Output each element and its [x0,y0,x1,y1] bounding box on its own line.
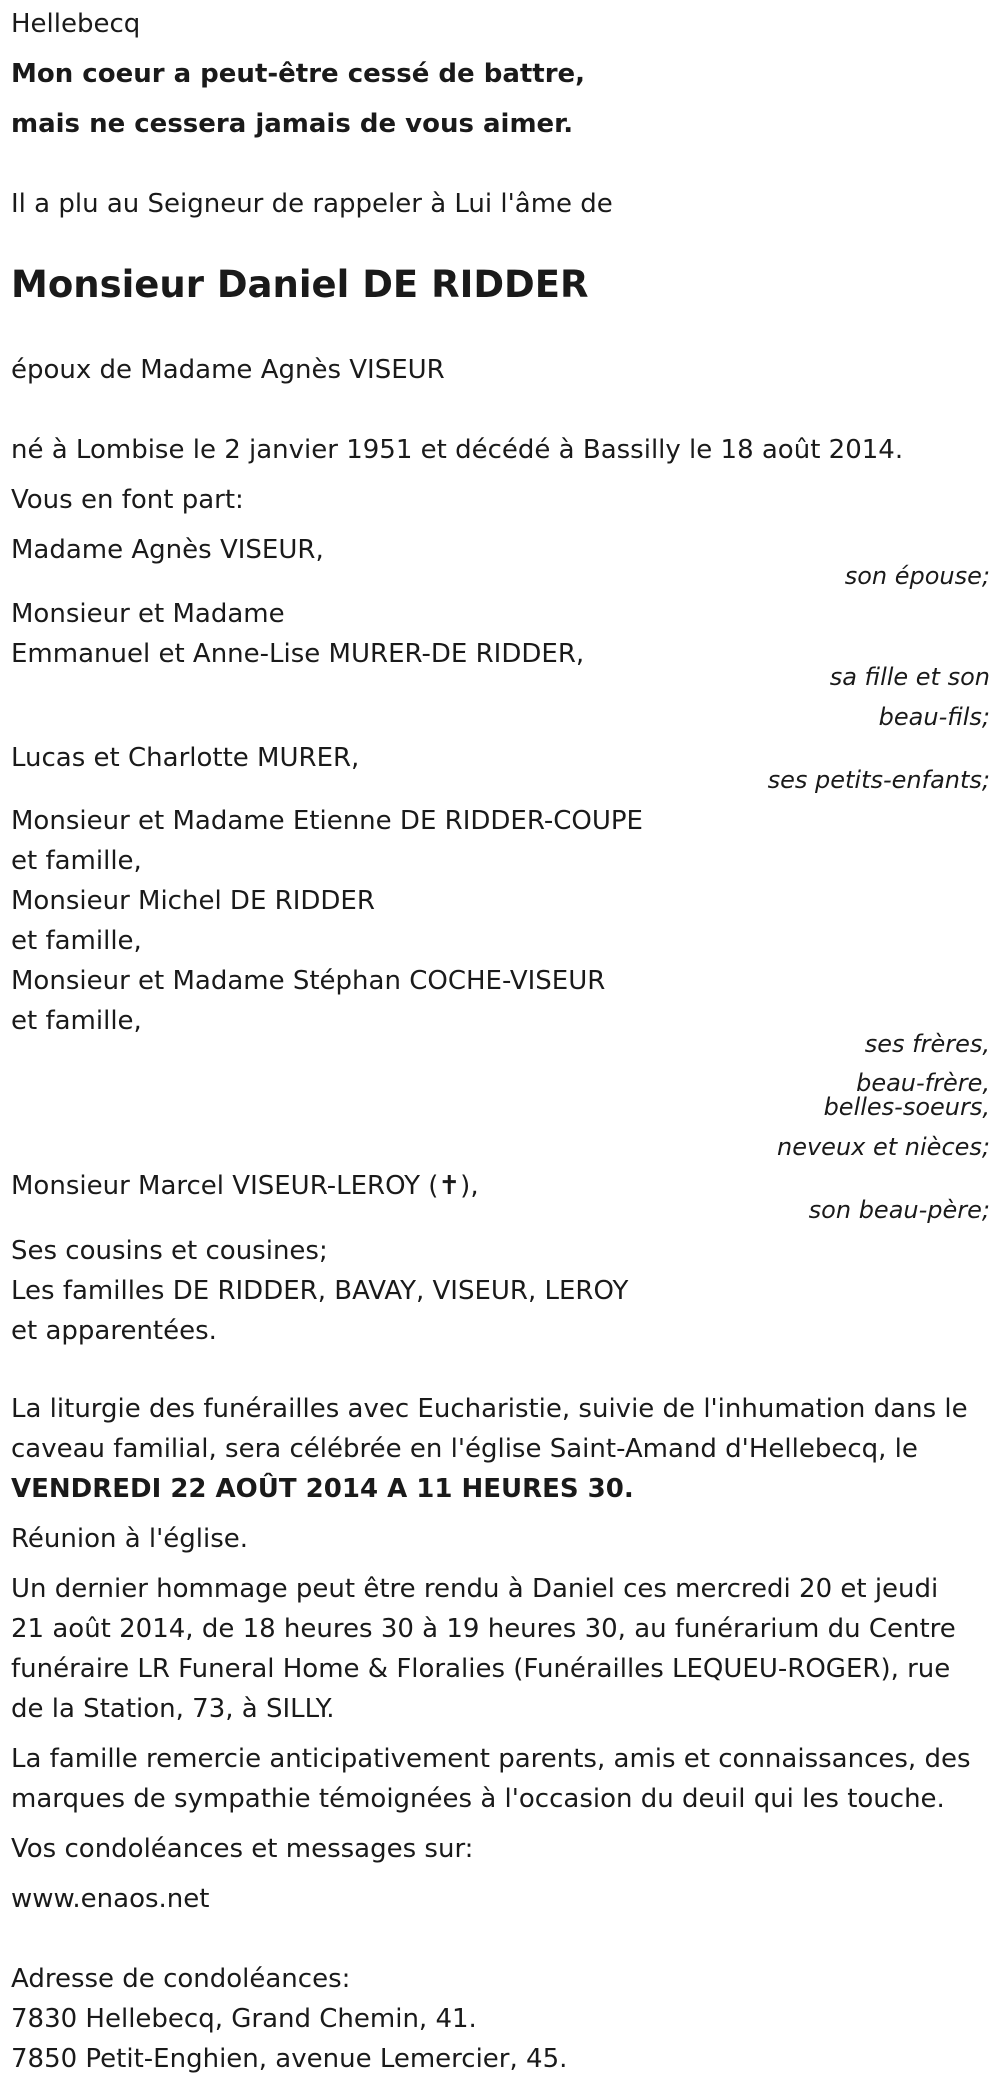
family-member: Monsieur et Madame Etienne DE RIDDER-COUPE [11,806,643,836]
others-line: Les familles DE RIDDER, BAVAY, VISEUR, LEROY [11,1276,629,1306]
quote-line-1: Mon coeur a peut-être cessé de battre, [11,59,586,89]
family-member: Monsieur Marcel VISEUR-LEROY (✝), [11,1171,479,1201]
spouse-line: époux de Madame Agnès VISEUR [11,355,445,385]
family-member: et famille, [11,1006,142,1036]
family-relation: neveux et nièces; [777,1133,990,1161]
condolences-label: Vos condoléances et messages sur: [11,1834,474,1864]
thanks-text: La famille remercie anticipativement parents, amis et connaissances, des [11,1744,971,1774]
family-member: Madame Agnès VISEUR, [11,535,324,565]
family-relation: beau-frère, [856,1069,990,1097]
others-line: et apparentées. [11,1316,217,1346]
family-relation: belles-soeurs, [823,1093,990,1121]
family-relation: son épouse; [844,562,990,590]
family-member: Emmanuel et Anne-Lise MURER-DE RIDDER, [11,639,585,669]
announce-line: Vous en font part: [11,485,244,515]
intro-text: Il a plu au Seigneur de rappeler à Lui l'âme de [11,189,613,219]
family-relation: sa fille et son [829,663,990,691]
family-member: Monsieur Michel DE RIDDER [11,886,375,916]
tribute-text: 21 août 2014, de 18 heures 30 à 19 heures 30, au funérarium du Centre [11,1614,956,1644]
family-relation: ses petits-enfants; [767,766,990,794]
birth-death-line: né à Lombise le 2 janvier 1951 et décédé à Bassilly le 18 août 2014. [11,435,904,465]
address-label: Adresse de condoléances: [11,1964,351,1994]
thanks-text: marques de sympathie témoignées à l'occasion du deuil qui les touche. [11,1784,945,1814]
funeral-text: La liturgie des funérailles avec Eucharistie, suivie de l'inhumation dans le [11,1394,968,1424]
others-line: Ses cousins et cousines; [11,1236,328,1266]
address-line: 7850 Petit-Enghien, avenue Lemercier, 45. [11,2044,568,2074]
family-member: Monsieur et Madame [11,599,285,629]
family-member: Monsieur et Madame Stéphan COCHE-VISEUR [11,966,606,996]
family-member: et famille, [11,846,142,876]
family-member: Lucas et Charlotte MURER, [11,743,360,773]
place-name: Hellebecq [11,9,141,39]
tribute-text: de la Station, 73, à SILLY. [11,1694,335,1724]
deceased-name: Monsieur Daniel DE RIDDER [11,263,589,306]
funeral-date: VENDREDI 22 AOÛT 2014 A 11 HEURES 30. [11,1474,634,1504]
quote-line-2: mais ne cessera jamais de vous aimer. [11,109,574,139]
funeral-text: caveau familial, sera célébrée en l'église Saint-Amand d'Hellebecq, le [11,1434,918,1464]
address-line: 7830 Hellebecq, Grand Chemin, 41. [11,2004,477,2034]
tribute-text: funéraire LR Funeral Home & Floralies (Funérailles LEQUEU-ROGER), rue [11,1654,951,1684]
family-relation: ses frères, [864,1030,990,1058]
family-relation: beau-fils; [878,703,990,731]
meeting-text: Réunion à l'église. [11,1524,249,1554]
condolences-website: www.enaos.net [11,1884,210,1914]
family-relation: son beau-père; [808,1196,990,1224]
tribute-text: Un dernier hommage peut être rendu à Daniel ces mercredi 20 et jeudi [11,1574,939,1604]
family-member: et famille, [11,926,142,956]
